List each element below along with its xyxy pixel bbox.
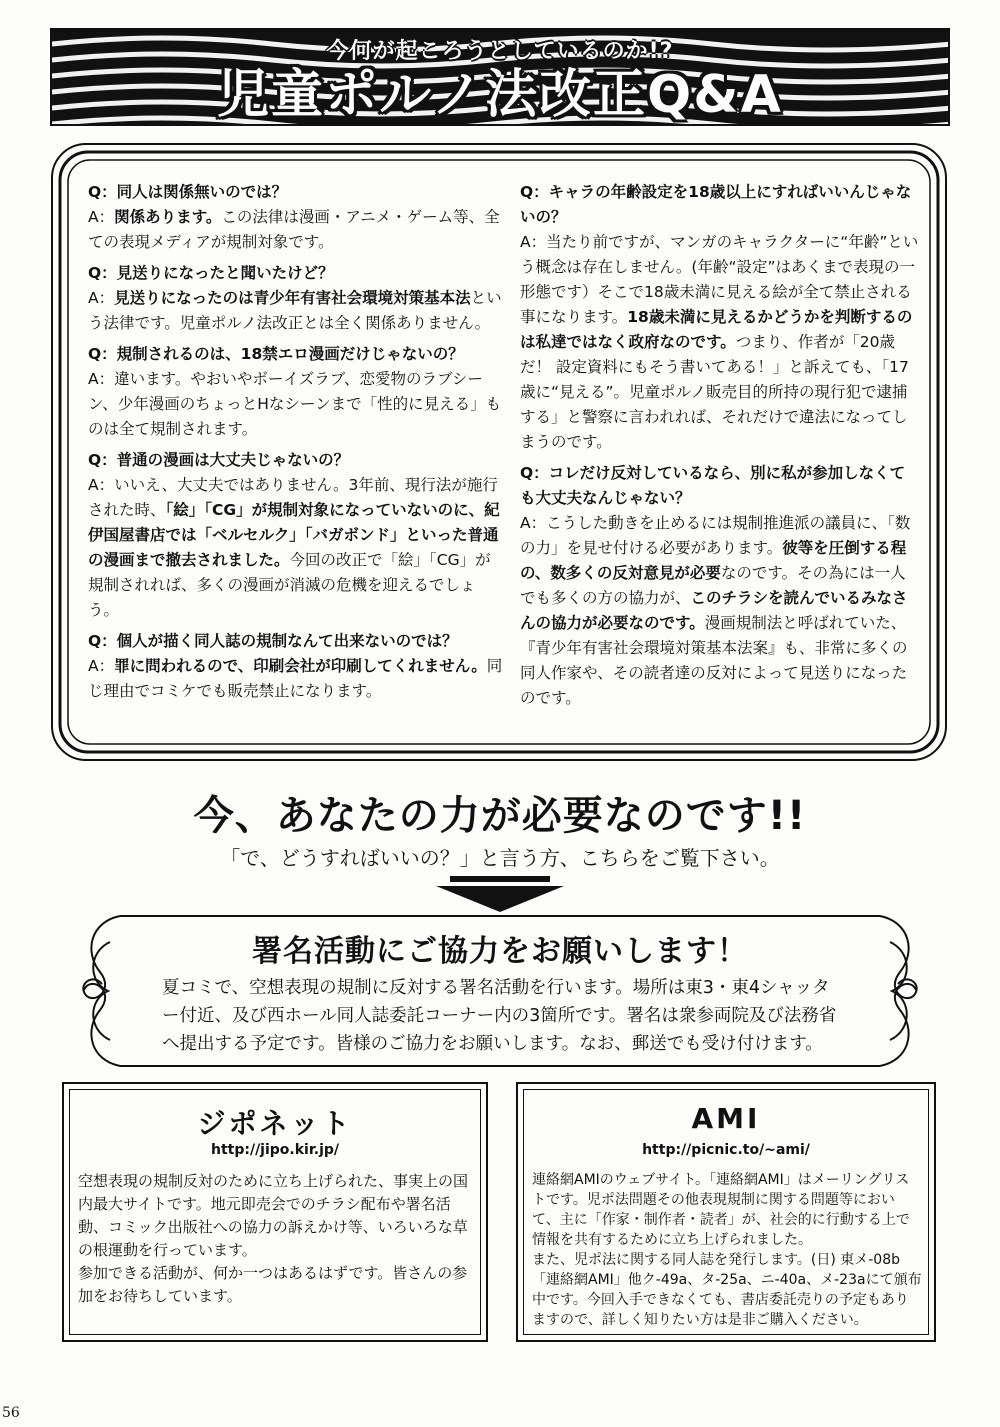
answer-segment: つまり、作者が「20歳だ！ 設定資料にもそう書いてある！」と訴えても、「17歳に“見える”。児童ポルノ販売目的所持の現行犯で逮捕する」と警察に言われれば、それだけで違法になってしまうのです。: [520, 333, 909, 451]
answer-segment: A：こうした動きを止めるには規制推進派の議員に、「数の力」を見せ付ける必要があります。: [520, 514, 911, 557]
header-subtitle: 今何が起ころうとしているのか!?: [326, 39, 674, 64]
answer-text: [88, 473, 506, 623]
answer-emphasis: 見送りになったのは青少年有害社会環境対策基本法: [114, 289, 471, 307]
answer-emphasis: 罪に問われるので、印刷会社が印刷してくれません。: [114, 657, 487, 675]
jiponet-description: 空想表現の規制反対のために立ち上げられた、事実上の国内最大サイトです。地元即売会でのチラシ配布や署名活動、コミック出版社への協力の訴えかけ等、いろいろな草の根運動を行っています。 参加できる活動が、何か一つはあるはずです。皆さんの参加をお待ちしています。: [78, 1172, 469, 1305]
answer-segment: という法律です。児童ポルノ法改正とは全く関係ありません。: [88, 289, 502, 332]
page-number: 56: [2, 1405, 20, 1421]
down-arrow-icon: [436, 876, 564, 912]
answer-segment: なのです。その為には一人でも多くの方の協力が、: [520, 564, 906, 607]
question-text: Q：規制されるのは、18禁エロ漫画だけじゃないの？: [88, 345, 464, 363]
question-text: Q：見送りになったと聞いたけど？: [88, 264, 334, 282]
answer-text: [88, 367, 506, 442]
question-text: Q：キャラの年齢設定を18歳以上にすればいいんじゃないの？: [520, 183, 912, 226]
header-banner: [50, 28, 950, 126]
jiponet-box: [62, 1082, 488, 1342]
answer-emphasis: 18歳未満に見えるかどうかを判断するのは私達ではなく政府なのです。: [520, 308, 913, 351]
qa-item: [88, 261, 506, 336]
qa-item: [88, 448, 506, 623]
signature-body: 夏コミで、空想表現の規制に反対する署名活動を行います。場所は東3・東4シャッター付近、及び西ホール同人誌委託コーナー内の3箇所です。署名は衆参両院及び法務省へ提出する予定です。皆様のご協力をお願いします。なお、郵送でも受け付けます。: [162, 978, 837, 1054]
cta-subheading: 「で、どうすればいいの？」と言う方、こちらをご覧下さい。: [220, 846, 780, 870]
answer-segment: A：: [88, 208, 115, 226]
ami-description: 連絡網AMIのウェブサイト。「連絡網AMI」はメーリングリストです。児ポ法問題その他表現規制に関する問題等において、主に「作家・制作者・読者」が、社会的に行動する上で情報を共有するために立ち上げられました。 また、児ポ法に関する同人誌を発行します。(日) 東メ-08b「連絡網AMI」他ク-49a、タ-25a、ニ-40a、メ-23aにて頒布中です。今回入手できなくても、書店委託売りの予定もありますので、詳しく知りたい方は是非ご購入ください。: [532, 1172, 922, 1328]
question-text: Q：同人は関係無いのでは？: [88, 183, 288, 201]
signature-title: 署名活動にご協力をお願いします！: [252, 934, 748, 969]
answer-text: [88, 286, 506, 336]
qa-section: [48, 140, 950, 764]
answer-segment: 同じ理由でコミケでも販売禁止になります。: [88, 657, 503, 700]
question-text: Q：普通の漫画は大丈夫じゃないの？: [88, 451, 350, 469]
page-title: 児童ポルノ法改正Q&A: [217, 65, 783, 125]
answer-text: [520, 511, 920, 711]
qa-item: [88, 180, 506, 255]
ami-url: http://picnic.to/~ami/: [642, 1142, 810, 1158]
answer-segment: A：いいえ、大丈夫ではありません。3年前、現行法が施行された時、: [88, 476, 498, 519]
answer-segment: A：: [88, 657, 115, 675]
answer-segment: A：: [88, 289, 115, 307]
answer-segment: A：当たり前ですが、マンガのキャラクターに“年齢”という概念は存在しません。(年齢“設定”はあくまで表現の一形態です）そこで18歳未満に見える絵が全て禁止される事になります。: [520, 233, 919, 326]
qa-item: [520, 461, 920, 711]
ami-name: AMI: [691, 1102, 761, 1135]
answer-segment: A：違います。やおいやボーイズラブ、恋愛物のラブシーン、少年漫画のちょっとHなシーンまで「性的に見える」ものは全て規制されます。: [88, 370, 502, 438]
answer-emphasis: このチラシを読んでいるみなさんの協力が必要なのです。: [520, 589, 908, 632]
answer-segment: 今回の改正で「絵」「CG」が規制されれば、多くの漫画が消滅の危機を迎えるでしょう。: [88, 551, 491, 619]
qa-item: [88, 629, 506, 704]
qa-column-right: [520, 180, 920, 717]
answer-emphasis: 「絵」「CG」が規制対象になっていないのに、紀伊国屋書店では「ベルセルク」「バガボンド」といった普通の漫画まで撤去されました。: [88, 501, 500, 569]
jiponet-name: ジポネット: [197, 1107, 353, 1140]
answer-segment: 漫画規制法と呼ばれていた、『青少年有害社会環境対策基本法案』も、非常に多くの同人作家や、その読者達の反対によって見送りになったのです。: [520, 614, 908, 707]
answer-text: [520, 230, 920, 455]
signature-section: [80, 912, 920, 1070]
answer-segment: この法律は漫画・アニメ・ゲーム等、全ての表現メディアが規制対象です。: [88, 208, 500, 251]
qa-item: [520, 180, 920, 455]
answer-text: [88, 654, 506, 704]
ami-box: [516, 1082, 936, 1342]
answer-emphasis: 関係あります。: [114, 208, 222, 226]
answer-text: [88, 205, 506, 255]
answer-emphasis: 彼等を圧倒する程の、数多くの反対意見が必要: [520, 539, 907, 582]
question-text: Q：コレだけ反対しているなら、別に私が参加しなくても大丈夫なんじゃない？: [520, 464, 906, 507]
qa-column-left: [88, 180, 506, 710]
qa-item: [88, 342, 506, 442]
jiponet-url: http://jipo.kir.jp/: [210, 1142, 340, 1158]
question-text: Q：個人が描く同人誌の規制なんて出来ないのでは？: [88, 632, 458, 650]
cta-heading: 今、あなたの力が必要なのです!!: [193, 793, 807, 839]
